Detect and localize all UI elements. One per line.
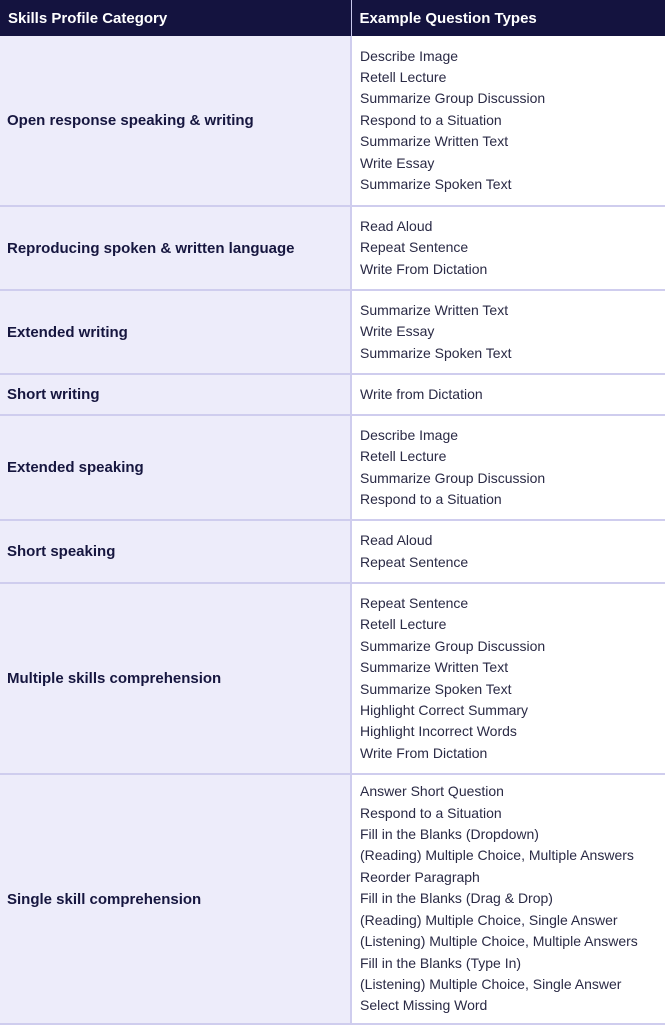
category-cell: Short writing bbox=[0, 374, 351, 415]
question-type-item: Retell Lecture bbox=[360, 448, 447, 465]
question-type-list bbox=[360, 384, 665, 405]
category-cell: Reproducing spoken & written language bbox=[0, 206, 351, 290]
question-type-item: (Reading) Multiple Choice, Single Answer bbox=[360, 911, 618, 928]
question-type-item: Summarize Group Discussion bbox=[360, 469, 546, 486]
question-type-item: Summarize Group Discussion bbox=[360, 637, 546, 654]
question-type-item: Highlight Incorrect Words bbox=[360, 723, 517, 740]
question-type-item: Respond to a Situation bbox=[360, 111, 502, 128]
question-type-item: Summarize Spoken Text bbox=[360, 344, 512, 361]
question-type-item: Highlight Correct Summary bbox=[360, 701, 529, 718]
header-row bbox=[0, 0, 665, 36]
question-type-item: Write From Dictation bbox=[360, 260, 488, 277]
category-cell: Extended speaking bbox=[0, 415, 351, 520]
question-type-list bbox=[360, 593, 665, 764]
question-types-cell bbox=[351, 290, 665, 374]
question-type-item: Retell Lecture bbox=[360, 616, 447, 633]
table-row bbox=[0, 415, 665, 520]
question-type-item: Summarize Group Discussion bbox=[360, 90, 546, 107]
question-type-item: Read Aloud bbox=[360, 217, 433, 234]
category-cell: Multiple skills comprehension bbox=[0, 583, 351, 774]
table-row bbox=[0, 36, 665, 206]
category-cell: Single skill comprehension bbox=[0, 774, 351, 1024]
question-type-list bbox=[360, 425, 665, 511]
question-types-cell bbox=[351, 774, 665, 1024]
question-type-item: (Reading) Multiple Choice, Multiple Answers bbox=[360, 847, 634, 864]
question-type-list bbox=[360, 300, 665, 364]
category-cell: Short speaking bbox=[0, 520, 351, 583]
question-types-cell bbox=[351, 583, 665, 774]
question-type-list bbox=[360, 781, 665, 1016]
question-type-item: Write Essay bbox=[360, 323, 435, 340]
question-type-item: Read Aloud bbox=[360, 532, 433, 549]
question-type-item: Retell Lecture bbox=[360, 68, 447, 85]
question-types-cell bbox=[351, 374, 665, 415]
question-type-item: Write From Dictation bbox=[360, 744, 488, 761]
question-type-item: Repeat Sentence bbox=[360, 239, 469, 256]
table-row bbox=[0, 290, 665, 374]
question-type-item: Fill in the Blanks (Type In) bbox=[360, 954, 522, 971]
question-type-item: Write Essay bbox=[360, 154, 435, 171]
question-type-list bbox=[360, 530, 665, 573]
table-row bbox=[0, 206, 665, 290]
question-type-item: Select Missing Word bbox=[360, 997, 488, 1014]
question-type-item: Write from Dictation bbox=[360, 385, 483, 402]
category-cell: Extended writing bbox=[0, 290, 351, 374]
question-type-item: Describe Image bbox=[360, 47, 459, 64]
table-row bbox=[0, 583, 665, 774]
question-type-item: Fill in the Blanks (Dropdown) bbox=[360, 826, 539, 843]
question-type-item: Summarize Written Text bbox=[360, 301, 509, 318]
question-type-item: Summarize Spoken Text bbox=[360, 680, 512, 697]
question-type-item: Reorder Paragraph bbox=[360, 868, 480, 885]
question-types-cell bbox=[351, 520, 665, 583]
table-row bbox=[0, 520, 665, 583]
question-type-item: Respond to a Situation bbox=[360, 804, 502, 821]
question-types-cell bbox=[351, 206, 665, 290]
question-type-item: Repeat Sentence bbox=[360, 553, 469, 570]
header-example-question-types: Example Question Types bbox=[351, 0, 665, 36]
question-type-item: Summarize Spoken Text bbox=[360, 176, 512, 193]
question-type-item: (Listening) Multiple Choice, Multiple Answers bbox=[360, 933, 638, 950]
table-row bbox=[0, 374, 665, 415]
question-types-cell bbox=[351, 415, 665, 520]
question-type-item: Summarize Written Text bbox=[360, 659, 509, 676]
question-type-item: Summarize Written Text bbox=[360, 133, 509, 150]
question-type-item: Answer Short Question bbox=[360, 783, 504, 800]
table-body bbox=[0, 36, 665, 1024]
question-type-list bbox=[360, 46, 665, 196]
question-type-item: Describe Image bbox=[360, 426, 459, 443]
question-type-list bbox=[360, 216, 665, 280]
question-type-item: Repeat Sentence bbox=[360, 594, 469, 611]
category-cell: Open response speaking & writing bbox=[0, 36, 351, 206]
question-type-item: (Listening) Multiple Choice, Single Answer bbox=[360, 975, 622, 992]
header-skills-profile-category: Skills Profile Category bbox=[0, 0, 351, 36]
question-types-cell bbox=[351, 36, 665, 206]
question-type-item: Respond to a Situation bbox=[360, 490, 502, 507]
table-row bbox=[0, 774, 665, 1024]
question-type-item: Fill in the Blanks (Drag & Drop) bbox=[360, 890, 553, 907]
